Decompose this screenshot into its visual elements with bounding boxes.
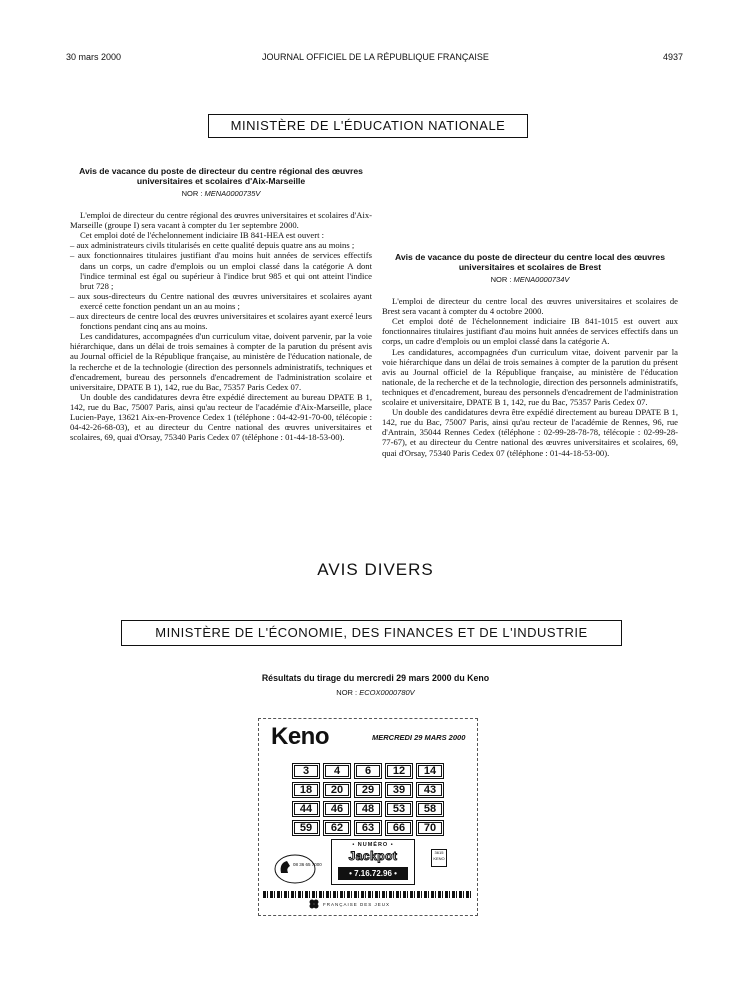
keno-number-cell: 39 xyxy=(385,782,413,798)
telephone-number: 08 36 65 7000 xyxy=(293,862,322,867)
article-1-paragraph-4: Un double des candidatures devra être expédié directement au bureau DPATE B 1, 142, rue du Bac, 75007 Paris, ainsi qu'au recteur de l'académie d'Aix-Marseille, place Lucien-Paye, 13621 Aix-en-Provence Cedex 1 (téléphone : 04-42-91-70-00, télécopie : 04-42-26-68-03), et au directeur du Centre national des œuvres universitaires et scolaires, 69, quai d'Orsay, 75340 Paris Cedex 07 (téléphone : 01-44-18-53-00). xyxy=(70,391,372,443)
keno-ticket xyxy=(258,718,478,916)
keno-number-cell: 29 xyxy=(354,782,382,798)
article-1-bullet: – aux fonctionnaires titulaires justifiant d'au moins huit années de services effectifs dans un corps, un cadre d'emplois ou un emploi classé dans la catégorie A dont l'indice terminal est égal ou supérieur à l'indice brut 985 et qui ont atteint l'indice brut 728 ; xyxy=(70,250,372,291)
keno-logo: Keno xyxy=(271,723,329,750)
article-1-nor-code: MENA0000735V xyxy=(204,189,261,198)
ministry-economy-heading: MINISTÈRE DE L'ÉCONOMIE, DES FINANCES ET DE L'INDUSTRIE xyxy=(121,620,622,646)
keno-number-cell: 44 xyxy=(292,801,320,817)
article-2-title: Avis de vacance du poste de directeur du centre local des œuvres universitaires et scolaires de Brest xyxy=(394,252,665,272)
ministry-education-heading: MINISTÈRE DE L'ÉDUCATION NATIONALE xyxy=(208,114,528,138)
keno-number-cell: 53 xyxy=(385,801,413,817)
article-2-paragraph-3: Les candidatures, accompagnées d'un curriculum vitae, doivent parvenir par la voie hiérarchique dans un délai de trois semaines à compter de la parution du présent avis au Journal officiel de la République française, au ministère de l'éducation nationale, de la recherche et de la technologie, direction des personnels administratifs, techniques et d'encadrement, bureau des personnels d'encadrement de l'administration scolaire et universitaire, DPATE B 1, 142, rue du Bac, 75357 Paris Cedex 07. xyxy=(382,346,678,408)
keno-number-cell: 66 xyxy=(385,820,413,836)
keno-number-cell: 20 xyxy=(323,782,351,798)
section-title-avis-divers: AVIS DIVERS xyxy=(317,560,434,579)
keno-nor-label: NOR : xyxy=(336,688,360,697)
keno-number-cell: 6 xyxy=(354,763,382,779)
article-2-paragraph-1: L'emploi de directeur du centre local des œuvres universitaires et scolaires de Brest sera vacant à compter du 4 octobre 2000. xyxy=(382,296,678,317)
keno-number-cell: 63 xyxy=(354,820,382,836)
header-journal-title: JOURNAL OFFICIEL DE LA RÉPUBLIQUE FRANÇAISE xyxy=(262,52,489,62)
keno-number-cell: 4 xyxy=(323,763,351,779)
fdj-footer: FRANÇAISE DES JEUX xyxy=(323,902,391,907)
keno-number-cell: 3 xyxy=(292,763,320,779)
keno-nor-code: ECOX0000780V xyxy=(359,688,415,697)
article-1-paragraph-3: Les candidatures, accompagnées d'un curriculum vitae, doivent parvenir, par la voie hiérarchique, dans un délai de trois semaines à compter de la parution du présent avis au Journal officiel de la République française, au ministère de l'éducation nationale, de la recherche et de la technologie (direction des personnels administratifs, techniques et d'encadrement, bureau des personnels d'encadrement de l'administration scolaire et universitaire, DPATE B 1), 142, rue du Bac, 75357 Paris Cedex 07. xyxy=(70,331,372,392)
jackpot-box xyxy=(331,839,415,885)
article-2-nor xyxy=(382,275,678,285)
header-date: 30 mars 2000 xyxy=(66,52,122,62)
article-2-paragraph-4: Un double des candidatures devra être expédié directement au bureau DPATE B 1, 142, rue du Bac, 75007 Paris, ainsi qu'au recteur de l'académie de Rennes, 96, rue d'Antrain, 35044 Rennes Cedex (téléphone : 02-99-28-78-78, télécopie : 02-99-28-77-67), et au directeur du Centre national des œuvres universitaires et scolaires, 69, quai d'Orsay, 75340 Paris Cedex 07 (téléphone : 01-44-18-53-00). xyxy=(382,407,678,458)
article-2-nor-code: MENA0000734V xyxy=(513,275,570,284)
telephone-icon xyxy=(273,849,317,885)
article-1-nor xyxy=(70,189,372,199)
keno-number-cell: 43 xyxy=(416,782,444,798)
article-1-title: Avis de vacance du poste de directeur du centre régional des œuvres universitaires et scolaires d'Aix-Marseille xyxy=(79,166,363,186)
keno-number-cell: 48 xyxy=(354,801,382,817)
keno-draw-date: MERCREDI 29 MARS 2000 xyxy=(372,733,466,742)
keno-number-cell: 59 xyxy=(292,820,320,836)
article-1-bullet: – aux directeurs de centre local des œuvres universitaires et scolaires ayant exercé leurs fonctions pendant cinq ans au moins. xyxy=(70,311,372,332)
keno-results-nor xyxy=(0,688,751,697)
article-1-bullet-list xyxy=(70,240,372,331)
column-right-continuation-space xyxy=(382,166,678,252)
keno-number-cell: 18 xyxy=(292,782,320,798)
article-1-bullet: – aux administrateurs civils titularisés en cette qualité depuis quatre ans au moins ; xyxy=(70,240,355,251)
keno-results-title: Résultats du tirage du mercredi 29 mars 2000 du Keno xyxy=(261,673,490,683)
article-2-nor-label: NOR : xyxy=(490,275,514,284)
keno-number-cell: 46 xyxy=(323,801,351,817)
ticket-barcode-band xyxy=(263,891,473,898)
jackpot-number: • 7.16.72.96 • xyxy=(338,867,408,880)
article-1-bullet: – aux sous-directeurs du Centre national des œuvres universitaires et scolaires ayant exercé cette fonction pendant un an au moins ; xyxy=(70,290,372,311)
keno-number-cell: 12 xyxy=(385,763,413,779)
clover-icon xyxy=(309,899,319,909)
keno-number-cell: 14 xyxy=(416,763,444,779)
keno-number-cell: 62 xyxy=(323,820,351,836)
minitel-icon: 3615 KENO xyxy=(431,849,447,867)
keno-number-cell: 70 xyxy=(416,820,444,836)
column-right xyxy=(382,166,678,458)
article-2-paragraph-2: Cet emploi doté de l'échelonnement indiciaire IB 841-1015 est ouvert aux fonctionnaires titulaires justifiant d'au moins huit années de services effectifs dans un corps, un cadre d'emplois ou un emploi classé dans la catégorie A. xyxy=(382,316,678,347)
jackpot-word: Jackpot xyxy=(348,849,398,863)
keno-number-cell: 58 xyxy=(416,801,444,817)
keno-number-grid xyxy=(292,763,444,836)
article-1-paragraph-2: Cet emploi doté de l'échelonnement indiciaire IB 841-HEA est ouvert : xyxy=(80,230,325,241)
jackpot-label: • NUMÉRO • xyxy=(352,842,394,848)
article-1-paragraph-1: L'emploi de directeur du centre régional des œuvres universitaires et scolaires d'Aix-Marseille (groupe I) sera vacant à compter du 1er septembre 2000. xyxy=(70,210,372,231)
header-page-number: 4937 xyxy=(662,52,683,62)
column-left xyxy=(70,166,372,442)
article-1-nor-label: NOR : xyxy=(181,189,205,198)
